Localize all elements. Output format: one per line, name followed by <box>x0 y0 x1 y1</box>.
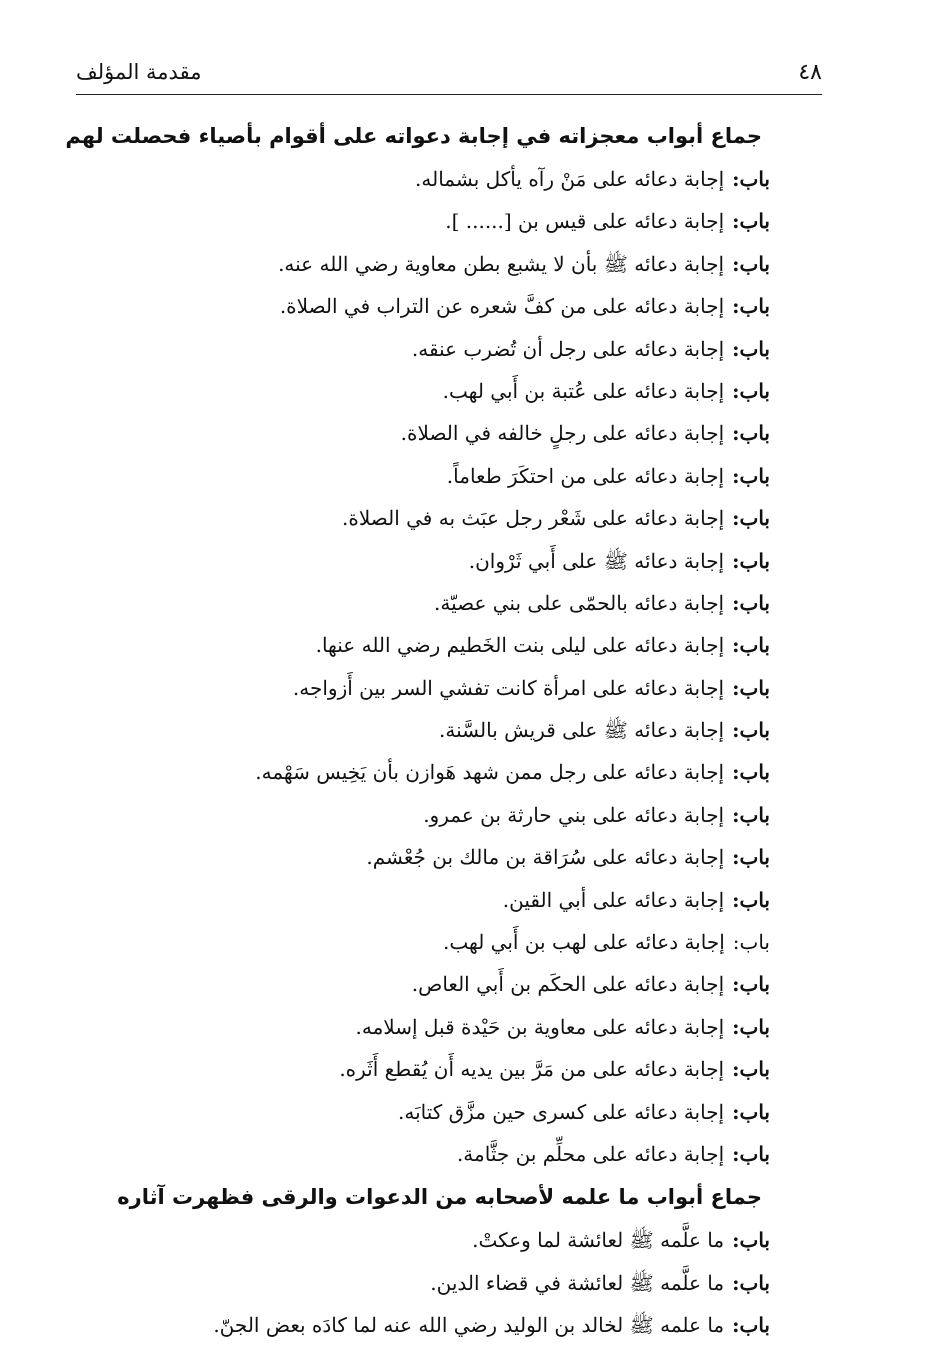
chapter-entry <box>120 1091 770 1133</box>
chapter-entry <box>120 1048 770 1090</box>
chapter-entry <box>120 412 770 454</box>
running-title: مقدمة المؤلف <box>76 60 202 84</box>
chapter-entry <box>120 794 770 836</box>
chapter-entry <box>120 751 770 793</box>
entry-text: إجابة دعائه على بني حارثة بن عمرو. <box>423 802 725 827</box>
chapter-entry <box>120 1133 770 1175</box>
entry-label: باب: <box>732 421 770 446</box>
entry-text: إجابة دعائه ﷺ بأن لا يشبع بطن معاوية رضي الله عنه. <box>278 251 725 276</box>
entry-text: إجابة دعائه على كسرى حين مزَّق كتابَه. <box>397 1099 725 1124</box>
section-heading: جماع أبواب ما علمه لأصحابه من الدعوات والرقى فظهرت آثاره <box>117 1185 762 1210</box>
page-number: ٤٨ <box>798 60 822 85</box>
chapter-entry <box>120 328 770 370</box>
entry-label: باب: <box>732 209 770 234</box>
entry-label: باب: <box>732 675 770 700</box>
entry-text: إجابة دعائه ﷺ على أَبي ثَرْوان. <box>468 548 725 573</box>
entry-label: باب: <box>732 718 770 743</box>
entry-label: باب: <box>732 336 770 361</box>
chapter-entry <box>120 709 770 751</box>
chapter-entry <box>120 497 770 539</box>
chapter-entry <box>120 836 770 878</box>
entry-label: باب: <box>732 887 770 912</box>
chapter-entry <box>120 879 770 921</box>
entry-text: ما علَّمه ﷺ لعائشة في قضاء الدين. <box>430 1270 725 1295</box>
entry-label: باب: <box>732 590 770 615</box>
entry-text: إجابة دعائه على ليلى بنت الخَطيم رضي الله عنها. <box>315 633 725 658</box>
entry-label: باب: <box>732 1014 770 1039</box>
entry-label: باب: <box>732 760 770 785</box>
entry-label: باب: <box>732 802 770 827</box>
entry-label: باب: <box>732 1057 770 1082</box>
entry-label: باب: <box>732 845 770 870</box>
chapter-entry <box>120 200 770 242</box>
entry-text: إجابة دعائه على سُرَاقة بن مالك بن جُعْشم. <box>366 845 725 870</box>
entry-text: إجابة دعائه على رجل أن تُضرب عنقه. <box>411 336 725 361</box>
entry-label: باب: <box>732 633 770 658</box>
entry-label: باب: <box>732 1141 770 1166</box>
chapter-entry <box>120 582 770 624</box>
entry-label: باب: <box>732 378 770 403</box>
entry-text: ما علَّمه ﷺ لعائشة لما وعكتْ. <box>472 1228 725 1253</box>
entry-label: باب: <box>732 972 770 997</box>
entry-label: باب: <box>732 294 770 319</box>
entry-label: باب: <box>732 1313 770 1338</box>
chapter-entry <box>120 624 770 666</box>
chapter-entry <box>120 1262 770 1304</box>
chapter-entry <box>120 243 770 285</box>
entry-text: إجابة دعائه على من كفَّ شعره عن التراب في الصلاة. <box>279 294 725 319</box>
entry-text: إجابة دعائه على رجل ممن شهد هَوازن بأن يَخِيس سَهْمه. <box>255 760 725 785</box>
entry-text: إجابة دعائه ﷺ على قريش بالسَّنة. <box>439 718 725 743</box>
chapter-entry <box>120 285 770 327</box>
entry-label: باب: <box>732 167 770 191</box>
entry-text: إجابة دعائه على مَنْ رآه يأكل بشماله. <box>415 167 725 191</box>
entry-label: باب: <box>732 548 770 573</box>
entry-text: ما علمه ﷺ لخالد بن الوليد رضي الله عنه لما كادَه بعض الجنّ. <box>213 1313 725 1338</box>
entry-text: إجابة دعائه على عُتبة بن أَبي لهب. <box>442 378 725 403</box>
entry-text: إجابة دعائه على لهب بن أَبي لهب. <box>443 930 725 955</box>
entry-text: إجابة دعائه على رجلٍ خالفه في الصلاة. <box>400 421 725 446</box>
entry-label: باب: <box>732 930 770 955</box>
entry-label: باب: <box>732 251 770 276</box>
chapter-entry <box>120 1219 770 1261</box>
entry-text: إجابة دعائه على قيس بن [...... ]. <box>445 209 725 234</box>
chapter-entry <box>120 963 770 1005</box>
chapter-entry <box>120 158 770 200</box>
entry-label: باب: <box>732 1099 770 1124</box>
entry-text: إجابة دعائه على من احتكَرَ طعاماً. <box>446 463 725 488</box>
chapter-entry <box>120 1006 770 1048</box>
entry-text: إجابة دعائه بالحمّى على بني عصيّة. <box>434 590 725 615</box>
entry-text: إجابة دعائه على شَعْر رجل عبَث به في الصلاة. <box>342 506 725 531</box>
entry-label: باب: <box>732 463 770 488</box>
entry-label: باب: <box>732 506 770 531</box>
entry-text: إجابة دعائه على معاوية بن حَيْدة قبل إسلامه. <box>355 1014 725 1039</box>
chapter-entry <box>120 667 770 709</box>
entry-text: إجابة دعائه على محلِّم بن جثَّامة. <box>456 1141 725 1166</box>
entry-text: إجابة دعائه على من مَرَّ بين يديه أَن يُقطع أَثَره. <box>339 1057 725 1082</box>
entry-text: إجابة دعائه على امرأة كانت تفشي السر بين أَزواجه. <box>292 675 725 700</box>
page-body <box>65 114 770 1347</box>
entry-label: باب: <box>732 1270 770 1295</box>
entry-text: إجابة دعائه على الحكَم بن أَبي العاص. <box>411 972 725 997</box>
entry-text: إجابة دعائه على أبي القين. <box>502 887 725 912</box>
chapter-entry <box>120 370 770 412</box>
header-divider <box>76 94 822 95</box>
page-header <box>76 56 822 90</box>
chapter-entry <box>120 540 770 582</box>
section-heading: جماع أبواب معجزاته في إجابة دعواته على أقوام بأصياء فحصلت لهم <box>65 124 762 148</box>
chapter-entry <box>120 921 770 963</box>
entry-label: باب: <box>732 1228 770 1253</box>
chapter-entry <box>120 455 770 497</box>
chapter-entry <box>120 1304 770 1346</box>
